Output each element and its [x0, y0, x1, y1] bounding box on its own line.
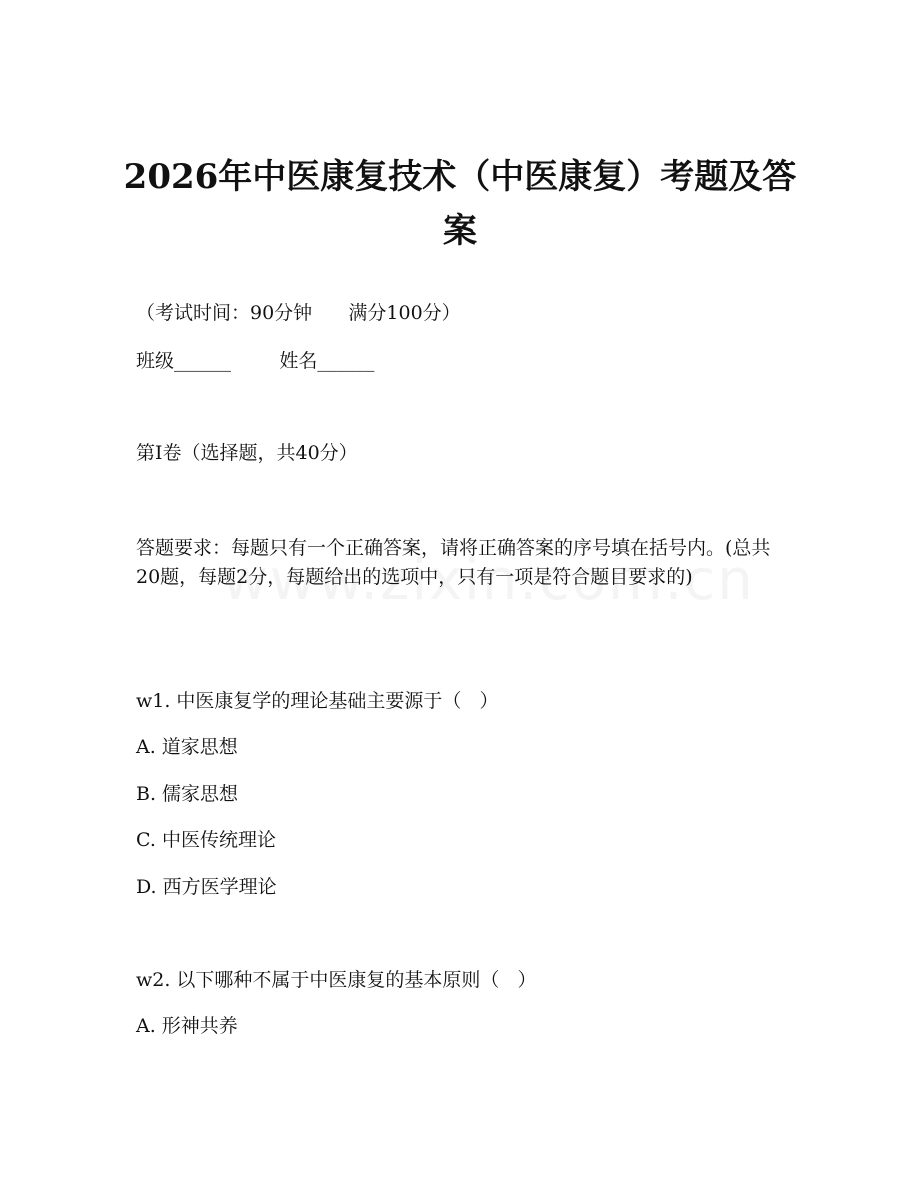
instructions: 答题要求：每题只有一个正确答案，请将正确答案的序号填在括号内。(总共20题，每题2分，每题给出的选项中，只有一项是符合题目要求的) — [136, 537, 771, 588]
question-option: B. 儒家思想 — [136, 783, 239, 805]
question-stem: w2. 以下哪种不属于中医康复的基本原则（ ） — [136, 969, 537, 991]
question-option: A. 道家思想 — [136, 736, 238, 758]
title-line-2: 案 — [443, 211, 477, 251]
exam-info: （考试时间：90分钟 满分100分） — [136, 302, 461, 324]
class-name-field: 班级______ 姓名______ — [136, 350, 375, 372]
document-title — [120, 150, 800, 258]
question-option: A. 形神共养 — [136, 1015, 238, 1037]
question-option: D. 西方医学理论 — [136, 876, 277, 898]
question-stem: w1. 中医康复学的理论基础主要源于（ ） — [136, 690, 499, 712]
title-line-1: 2026年中医康复技术（中医康复）考题及答 — [123, 157, 797, 197]
section-heading: 第I卷（选择题，共40分） — [136, 442, 358, 464]
question-option: C. 中医传统理论 — [136, 829, 276, 851]
